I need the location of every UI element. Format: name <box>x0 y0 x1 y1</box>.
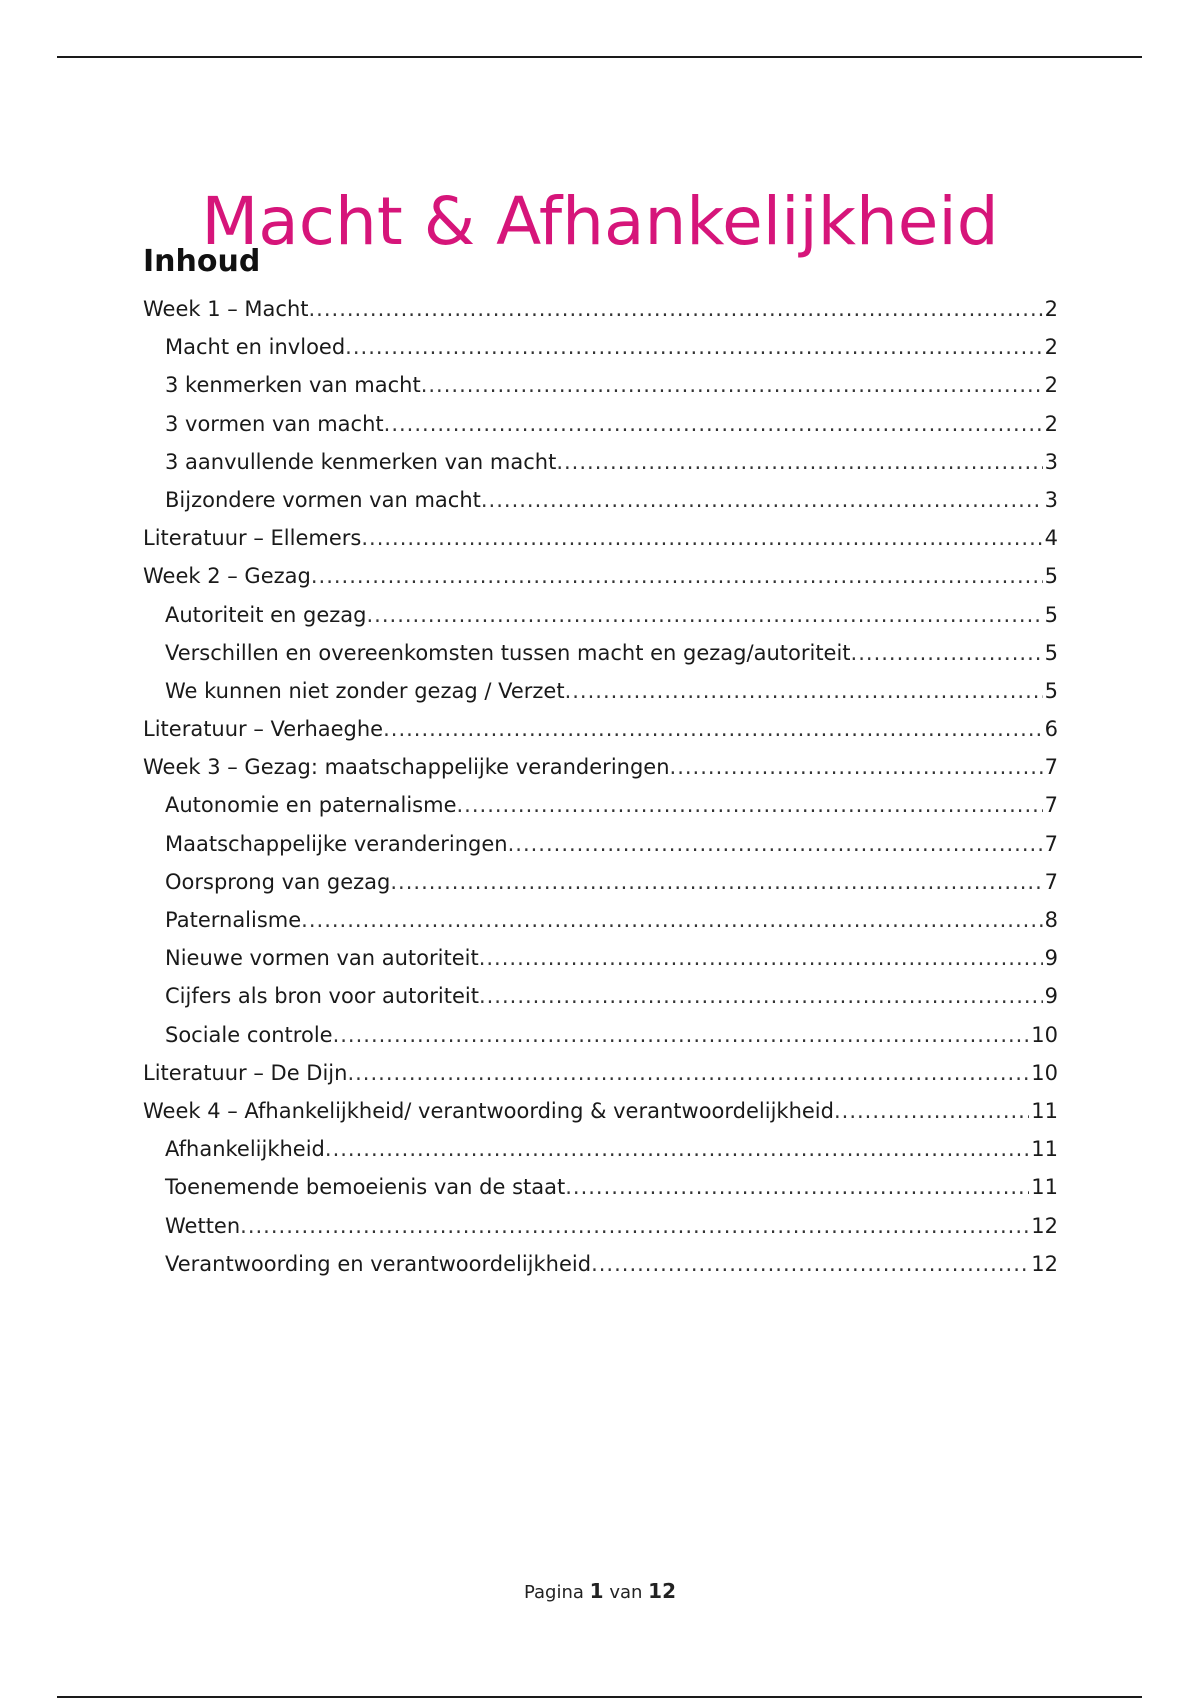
toc-entry-page: 5 <box>1044 678 1058 703</box>
toc-entry-page: 11 <box>1031 1175 1058 1200</box>
toc-entry-page: 7 <box>1044 793 1058 818</box>
toc-dot-leader <box>670 748 1043 786</box>
toc-heading: Inhoud <box>143 244 261 279</box>
toc-entry-label: Week 2 – Gezag <box>143 564 311 589</box>
toc-entry[interactable] <box>143 557 1058 595</box>
toc-entry[interactable] <box>143 863 1058 901</box>
toc-dot-leader <box>565 1168 1029 1206</box>
document-title: Macht & Afhankelijkheid <box>201 183 999 261</box>
toc-entry[interactable] <box>143 1092 1058 1130</box>
toc-dot-leader <box>383 710 1043 748</box>
footer-rule <box>57 1696 1142 1698</box>
toc-dot-leader <box>367 596 1043 634</box>
toc-entry[interactable] <box>143 328 1058 366</box>
page-footer <box>0 1578 1200 1606</box>
toc-entry-label: Bijzondere vormen van macht <box>165 487 481 512</box>
toc-dot-leader <box>556 443 1042 481</box>
toc-entry-page: 5 <box>1044 564 1058 589</box>
toc-entry-page: 5 <box>1044 640 1058 665</box>
toc-entry[interactable] <box>143 786 1058 824</box>
toc-entry-label: Macht en invloed <box>165 335 346 360</box>
toc-entry[interactable] <box>143 710 1058 748</box>
toc-entry-page: 11 <box>1031 1137 1058 1162</box>
toc-dot-leader <box>565 672 1043 710</box>
toc-entry-label: Cijfers als bron voor autoriteit <box>165 984 479 1009</box>
toc-dot-leader <box>301 901 1042 939</box>
footer-prefix: Pagina <box>523 1582 584 1603</box>
toc-entry-page: 5 <box>1044 602 1058 627</box>
toc-entry[interactable] <box>143 1207 1058 1245</box>
toc-entry[interactable] <box>143 519 1058 557</box>
toc-entry[interactable] <box>143 1245 1058 1283</box>
toc-entry-label: Week 1 – Macht <box>143 297 309 321</box>
toc-entry-page: 12 <box>1031 1251 1058 1276</box>
toc-entry-page: 2 <box>1044 411 1058 436</box>
toc-dot-leader <box>591 1245 1029 1283</box>
toc-entry-page: 7 <box>1044 869 1058 894</box>
toc-entry[interactable] <box>143 977 1058 1015</box>
toc-entry-label: Afhankelijkheid <box>165 1137 325 1162</box>
toc-entry-label: We kunnen niet zonder gezag / Verzet <box>165 678 565 703</box>
toc-entry-label: Autoriteit en gezag <box>165 602 367 627</box>
toc-entry-label: 3 kenmerken van macht <box>165 373 421 398</box>
toc-dot-leader <box>384 405 1043 443</box>
toc-entry[interactable] <box>143 443 1058 481</box>
toc-entry-label: Literatuur – De Dijn <box>143 1060 348 1085</box>
footer-current-page: 1 <box>589 1579 604 1603</box>
toc-entry-label: 3 aanvullende kenmerken van macht <box>165 449 557 474</box>
toc-entry[interactable] <box>143 405 1058 443</box>
toc-entry[interactable] <box>143 290 1058 328</box>
toc-entry[interactable] <box>143 634 1058 672</box>
toc-dot-leader <box>834 1092 1029 1130</box>
toc-dot-leader <box>508 825 1043 863</box>
toc-dot-leader <box>479 977 1043 1015</box>
toc-entry-page: 11 <box>1031 1098 1058 1123</box>
toc-dot-leader <box>457 786 1043 824</box>
toc-dot-leader <box>347 1054 1029 1092</box>
toc-dot-leader <box>240 1207 1029 1245</box>
toc-entry[interactable] <box>143 1130 1058 1168</box>
toc-entry-label: Toenemende bemoeienis van de staat <box>165 1175 566 1200</box>
toc-entry-page: 2 <box>1044 297 1058 321</box>
toc-dot-leader <box>333 1016 1030 1054</box>
toc-dot-leader <box>309 290 1043 328</box>
toc-entry-page: 10 <box>1031 1060 1058 1085</box>
toc-dot-leader <box>390 863 1042 901</box>
toc-entry-page: 9 <box>1044 984 1058 1009</box>
toc-dot-leader <box>421 366 1043 404</box>
toc-dot-leader <box>345 328 1042 366</box>
toc-entry-page: 4 <box>1044 526 1058 551</box>
toc-entry-label: Paternalisme <box>165 908 302 932</box>
toc-entry-page: 3 <box>1044 487 1058 512</box>
footer-separator: van <box>609 1582 643 1603</box>
toc-entry-page: 10 <box>1031 1022 1058 1047</box>
toc-entry[interactable] <box>143 672 1058 710</box>
toc-dot-leader <box>481 481 1043 519</box>
toc-entry-label: Nieuwe vormen van autoriteit <box>165 946 479 971</box>
toc-dot-leader <box>325 1130 1029 1168</box>
table-of-contents <box>143 290 1058 1283</box>
toc-entry-label: Week 3 – Gezag: maatschappelijke veranderingen <box>143 755 670 780</box>
toc-entry-page: 2 <box>1044 373 1058 398</box>
toc-entry-label: Verschillen en overeenkomsten tussen macht en gezag/autoriteit <box>165 640 851 665</box>
toc-entry[interactable] <box>143 366 1058 404</box>
toc-entry[interactable] <box>143 481 1058 519</box>
toc-entry[interactable] <box>143 1054 1058 1092</box>
toc-entry[interactable] <box>143 1168 1058 1206</box>
toc-dot-leader <box>361 519 1042 557</box>
toc-dot-leader <box>851 634 1043 672</box>
toc-entry[interactable] <box>143 596 1058 634</box>
toc-entry-page: 12 <box>1031 1213 1058 1238</box>
toc-entry-label: Autonomie en paternalisme <box>165 793 457 818</box>
toc-entry-page: 9 <box>1044 946 1058 971</box>
toc-entry[interactable] <box>143 748 1058 786</box>
toc-entry-label: Literatuur – Ellemers <box>143 526 362 551</box>
header-rule <box>57 56 1142 58</box>
footer-total-pages: 12 <box>648 1579 676 1603</box>
toc-entry-page: 7 <box>1044 755 1058 780</box>
toc-entry-page: 6 <box>1044 717 1058 742</box>
toc-entry-label: Week 4 – Afhankelijkheid/ verantwoording & verantwoordelijkheid <box>143 1098 834 1123</box>
toc-entry-label: Verantwoording en verantwoordelijkheid <box>165 1251 592 1276</box>
toc-entry-page: 8 <box>1044 908 1058 932</box>
toc-entry-page: 3 <box>1044 449 1058 474</box>
toc-dot-leader <box>479 939 1043 977</box>
toc-entry-label: Maatschappelijke veranderingen <box>165 831 508 856</box>
toc-entry-label: Sociale controle <box>165 1022 333 1047</box>
toc-entry-label: Oorsprong van gezag <box>165 869 391 894</box>
toc-entry[interactable] <box>143 825 1058 863</box>
toc-dot-leader <box>311 557 1043 595</box>
toc-entry[interactable] <box>143 901 1058 939</box>
toc-entry-label: Wetten <box>165 1213 241 1238</box>
toc-entry-label: 3 vormen van macht <box>165 411 384 436</box>
toc-entry[interactable] <box>143 1016 1058 1054</box>
toc-entry-label: Literatuur – Verhaeghe <box>143 717 384 742</box>
toc-entry[interactable] <box>143 939 1058 977</box>
toc-entry-page: 2 <box>1044 335 1058 360</box>
toc-entry-page: 7 <box>1044 831 1058 856</box>
